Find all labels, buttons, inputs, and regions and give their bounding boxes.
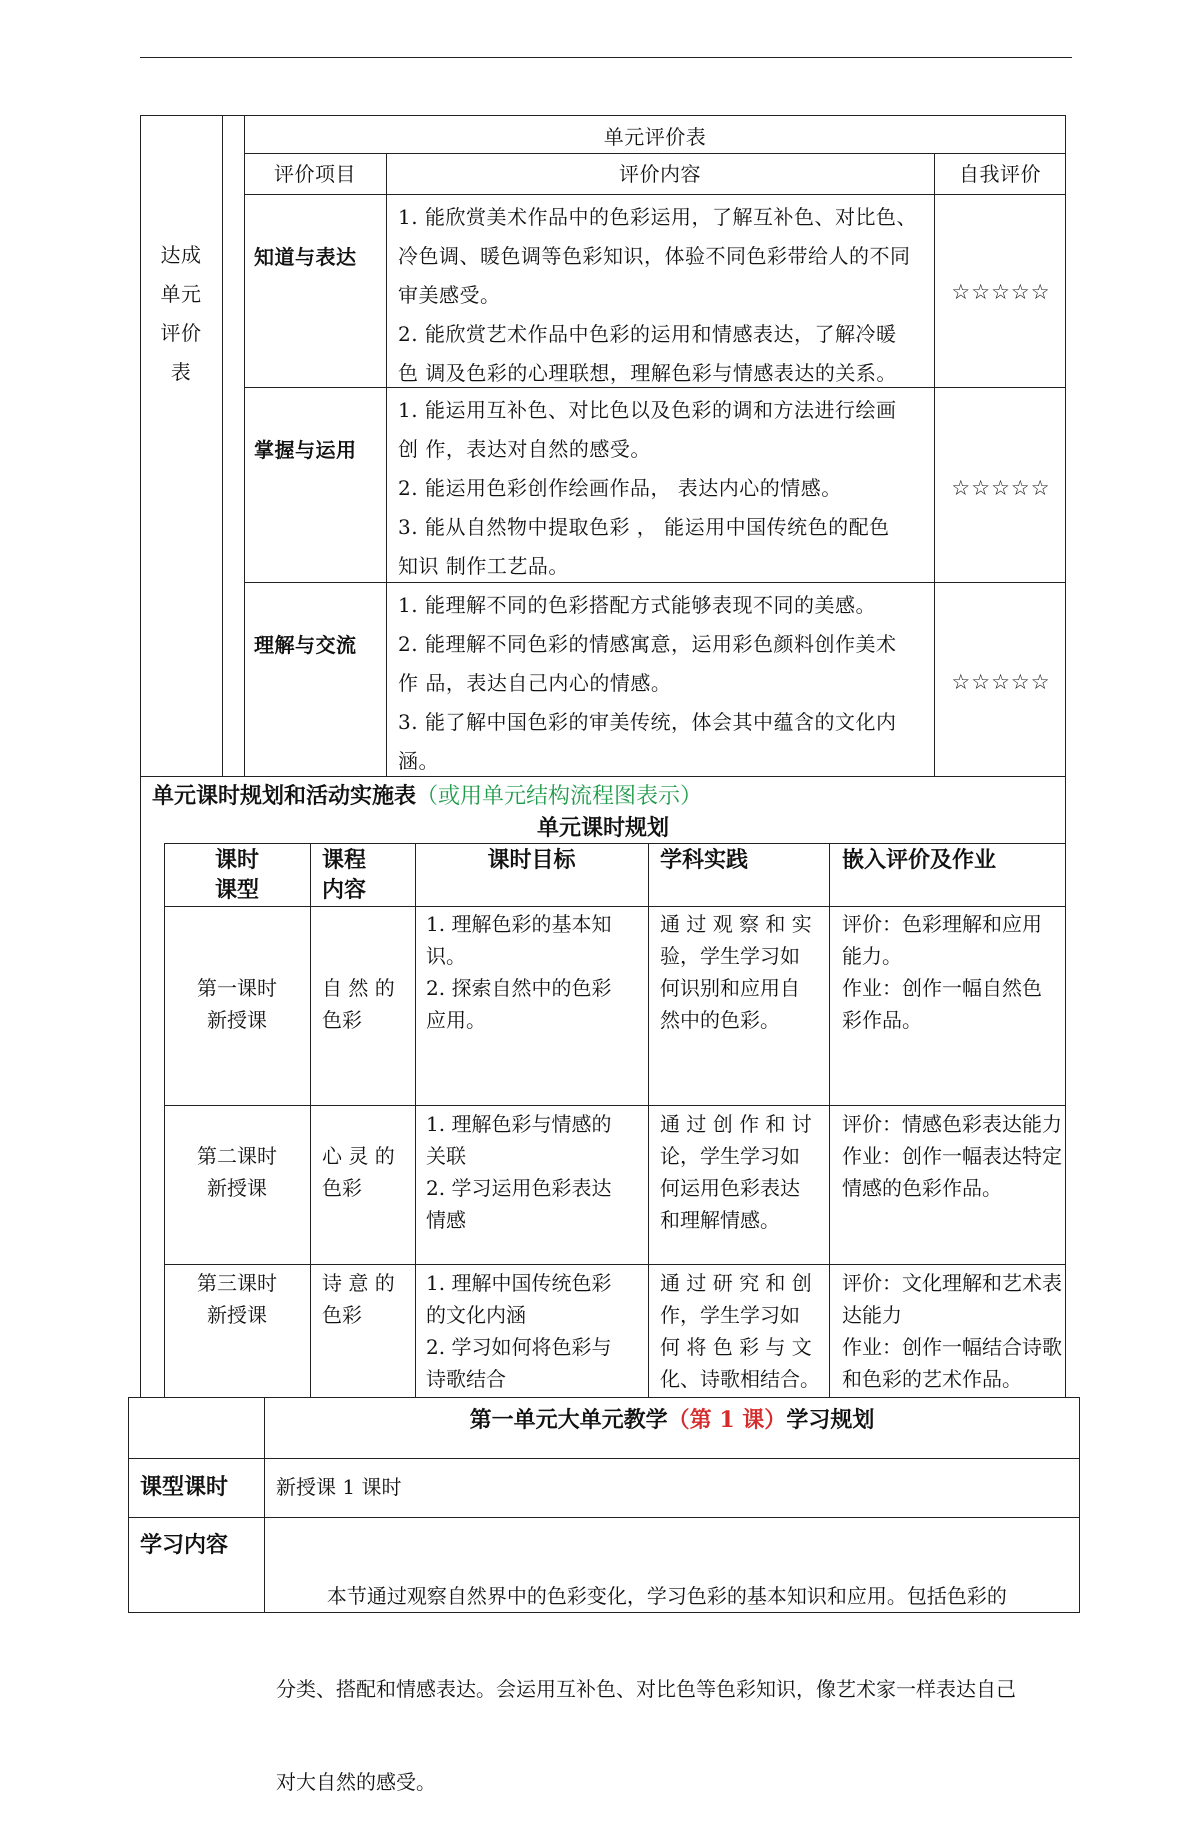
- eval-row-item: 理解与交流: [254, 632, 357, 657]
- plan-row-divider-0: [164, 906, 1066, 907]
- plan-row-divider-2: [164, 1264, 1066, 1265]
- lesson-row-divider-2: [128, 1517, 1080, 1518]
- plan-heading-note: （或用单元结构流程图表示）: [416, 784, 703, 809]
- plan-col-divider-3: [648, 843, 649, 1397]
- plan-row-practice: 通 过 观 察 和 实 验，学生学习如 何识别和应用自 然中的色彩。: [660, 912, 812, 1032]
- self-rating-stars[interactable]: ☆☆☆☆☆: [951, 670, 1051, 694]
- lesson-title: [264, 1403, 1080, 1437]
- eval-row-content: 1. 能理解不同的色彩搭配方式能够表现不同的美感。 2. 能理解不同色彩的情感寓意，运用彩色颜料创作美术 作 品，表达自己内心的情感。 3. 能了解中国色彩的审美传统，体会其中蕴含的文化内 涵。: [398, 593, 897, 773]
- lesson-row-label: 课型课时: [140, 1474, 229, 1500]
- plan-col-divider-1: [310, 843, 311, 1397]
- lesson-title-prefix: 第一单元大单元教学: [469, 1407, 668, 1433]
- plan-row-goal: 1. 理解中国传统色彩 的文化内涵 2. 学习如何将色彩与 诗歌结合: [426, 1271, 612, 1391]
- plan-row-content: 心 灵 的 色彩: [322, 1144, 395, 1200]
- eval-table-title: 单元评价表: [244, 120, 1066, 154]
- lesson-row-label: 学习内容: [140, 1532, 229, 1558]
- lesson-title-suffix: 学习规划: [786, 1407, 875, 1433]
- self-rating-stars[interactable]: ☆☆☆☆☆: [951, 280, 1051, 304]
- plan-header-assess: 嵌入评价及作业: [842, 847, 997, 873]
- self-rating-stars[interactable]: ☆☆☆☆☆: [951, 476, 1051, 500]
- plan-header-practice: 学科实践: [660, 847, 749, 873]
- plan-row-practice: 通 过 创 作 和 讨 论，学生学习如 何运用色彩表达 和理解情感。: [660, 1112, 812, 1232]
- eval-header-self: 自我评价: [959, 162, 1041, 186]
- plan-col-divider-4: [829, 843, 830, 1397]
- plan-row-type: 第二课时 新授课: [197, 1144, 277, 1200]
- eval-row-content: 1. 能运用互补色、对比色以及色彩的调和方法进行绘画 创 作，表达对自然的感受。 2. 能运用色彩创作绘画作品， 表达内心的情感。 3. 能从自然物中提取色彩 ， 能运用中国传统色的配色 知识 制作工艺品。: [398, 398, 897, 578]
- plan-row-goal: 1. 理解色彩与情感的 关联 2. 学习运用色彩表达 情感: [426, 1112, 612, 1232]
- eval-header-content: 评价内容: [619, 162, 701, 186]
- eval-row-content: 1. 能欣赏美术作品中的色彩运用，了解互补色、对比色、 冷色调、暖色调等色彩知识，体验不同色彩带给人的不同 审美感受。 2. 能欣赏艺术作品中色彩的运用和情感表达，了解冷暖 色 调及色彩的心理联想，理解色彩与情感表达的关系。: [398, 205, 917, 385]
- plan-row-content: 诗 意 的 色彩: [322, 1271, 395, 1327]
- plan-row-assess: 评价：色彩理解和应用 能力。 作业：创作一幅自然色 彩作品。: [842, 912, 1042, 1032]
- plan-table-title: 单元课时规划: [536, 815, 669, 841]
- plan-row-type: 第三课时 新授课: [197, 1271, 277, 1327]
- plan-header-goal: 课时目标: [487, 847, 576, 873]
- eval-row-item: 知道与表达: [254, 244, 357, 269]
- plan-row-type: 第一课时 新授课: [197, 976, 277, 1032]
- lesson-row-divider-1: [128, 1458, 1080, 1459]
- lesson-title-highlight: （第 1 课）: [667, 1407, 787, 1433]
- eval-header-item: 评价项目: [274, 162, 356, 186]
- plan-heading-text: 单元课时规划和活动实施表: [152, 783, 417, 809]
- plan-row-content: 自 然 的 色彩: [322, 976, 395, 1032]
- eval-side-divider: [222, 115, 223, 777]
- plan-row-practice: 通 过 研 究 和 创 作，学生学习如 何 将 色 彩 与 文 化、诗歌相结合。: [660, 1271, 820, 1391]
- lesson-row-lines: 本节通过观察自然界中的色彩变化，学习色彩的基本知识和应用。包括色彩的 分类、搭配和情感表达。会运用互补色、对比色等色彩知识，像艺术家一样表达自己 对大自然的感受。: [276, 1584, 1016, 1794]
- eval-side-label: 达成 单元 评价 表: [160, 243, 202, 384]
- plan-row-goal: 1. 理解色彩的基本知 识。 2. 探索自然中的色彩 应用。: [426, 912, 612, 1032]
- plan-col-divider-2: [415, 843, 416, 1397]
- plan-row-assess: 评价：情感色彩表达能力 作业：创作一幅表达特定 情感的色彩作品。: [842, 1112, 1062, 1200]
- page-header-rule: [140, 57, 1072, 58]
- plan-heading: [152, 780, 702, 813]
- plan-header-type: 课时 课型: [214, 847, 259, 903]
- lesson-row-value: 新授课 1 课时: [276, 1475, 402, 1499]
- plan-header-content: 课程 内容: [322, 847, 367, 903]
- plan-row-divider-1: [164, 1105, 1066, 1106]
- eval-row-item: 掌握与运用: [254, 437, 357, 462]
- plan-row-assess: 评价：文化理解和艺术表 达能力 作业：创作一幅结合诗歌 和色彩的艺术作品。: [842, 1271, 1062, 1391]
